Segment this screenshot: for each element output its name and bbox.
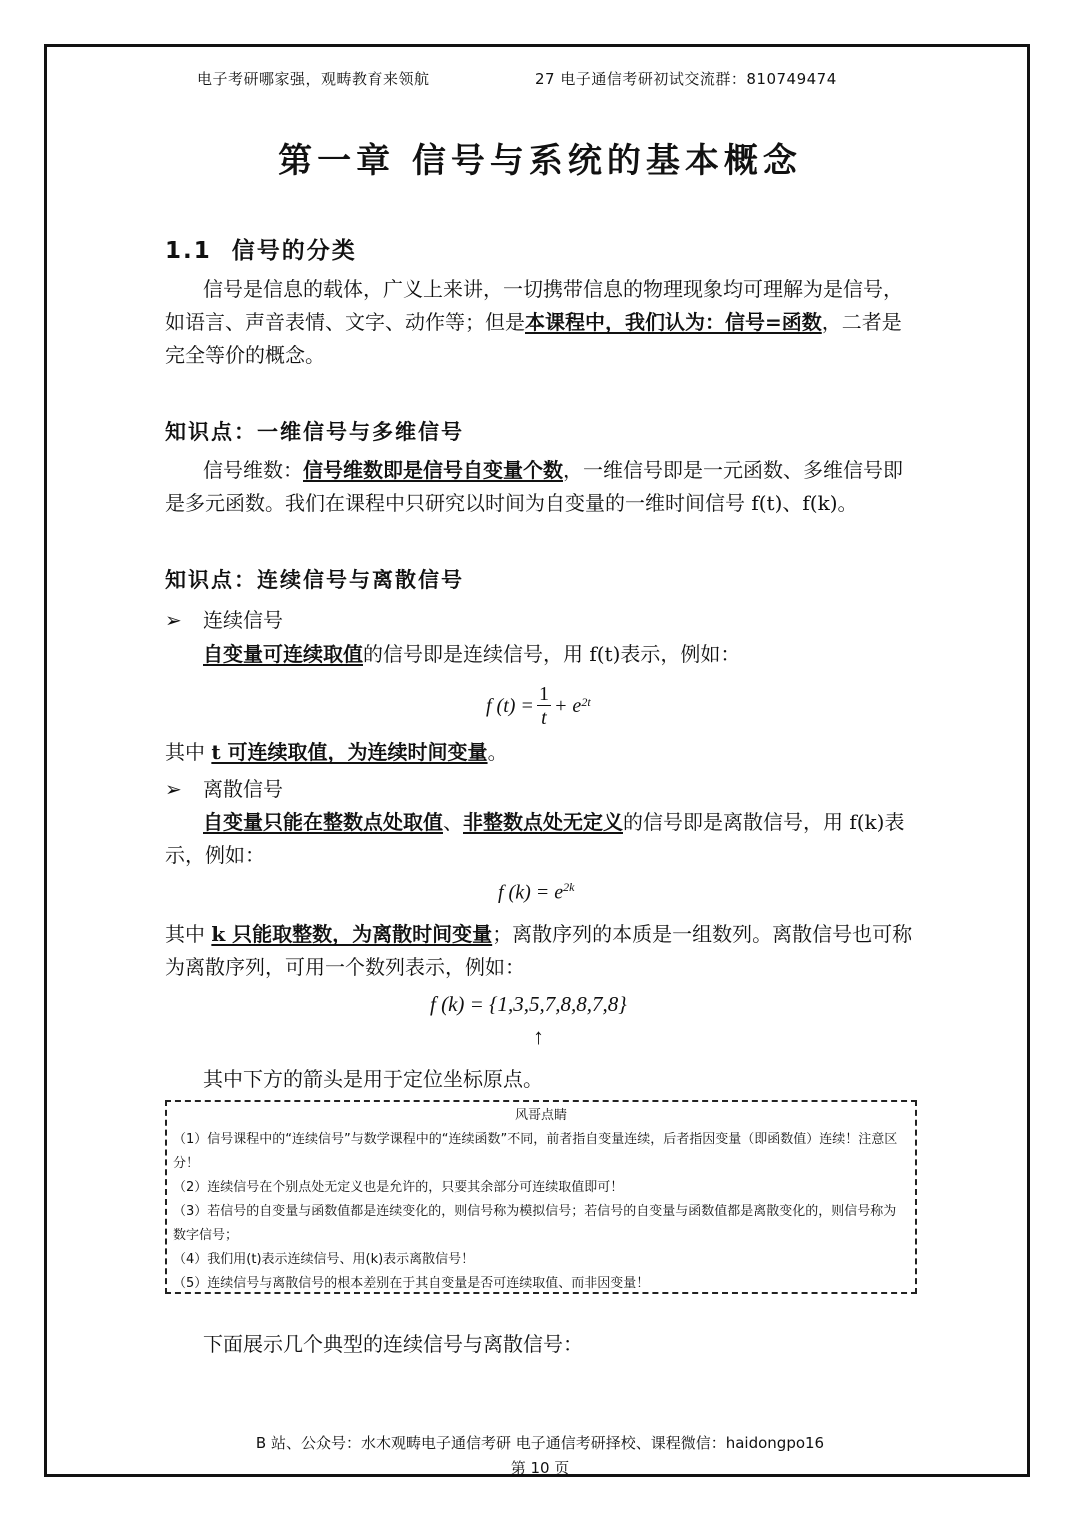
header-group-info: 27 电子通信考研初试交流群：810749474 (535, 70, 837, 88)
closing-sentence: 下面展示几个典型的连续信号与离散信号： (203, 1332, 583, 1356)
page-number: 第 10 页 (510, 1459, 570, 1477)
discrete-sep: 、 (443, 810, 463, 834)
origin-arrow-icon: ↑ (533, 1024, 544, 1049)
bullet-arrow-icon: ➢ (165, 777, 182, 801)
discrete-formula-base: f (k) = e (498, 881, 564, 904)
kp1-emphasis: 信号维数即是信号自变量个数 (303, 458, 563, 482)
discrete-emphasis-1: 自变量只能在整数点处取值 (203, 810, 443, 834)
continuous-bullet (165, 604, 283, 633)
discrete-emphasis-2: 非整数点处无定义 (463, 810, 623, 834)
formula-exponent: 2t (581, 694, 591, 709)
tip-box (165, 1100, 917, 1294)
formula-lhs: f (t) = (486, 694, 534, 717)
tip-line-3: （3）若信号的自变量与函数值都是连续变化的，则信号称为模拟信号；若信号的自变量与函数值都是离散变化的，则信号称为数字信号； (173, 1204, 897, 1243)
continuous-paragraph (203, 638, 917, 671)
formula-fraction (537, 683, 551, 730)
intro-emphasis: 本课程中，我们认为：信号=函数 (525, 310, 822, 334)
tip-line-1: （1）信号课程中的“连续信号”与数学课程中的“连续函数”不同，前者指自变量连续，后者指因变量（即函数值）连续！注意区分！ (173, 1132, 898, 1171)
continuous-emphasis: 自变量可连续取值 (203, 642, 363, 666)
discrete-paragraph (165, 806, 917, 872)
sequence-formula: f (k) = {1,3,5,7,8,8,7,8} (430, 992, 627, 1016)
discrete-note-lead: 其中 (165, 922, 212, 946)
footer-contact: B 站、公众号：水木观畴电子通信考研 电子通信考研择校、课程微信：haidongpo16 (255, 1434, 825, 1452)
section-heading (165, 232, 357, 265)
continuous-note-emphasis: t 可连续取值，为连续时间变量 (211, 740, 488, 764)
discrete-heading: 离散信号 (203, 777, 283, 801)
discrete-note-text: ；离散序列的本质是一组数列。离散信号也可称为离散序列，可用一个数列表示，例如： (165, 922, 913, 979)
fraction-numerator: 1 (538, 682, 549, 705)
continuous-note (165, 736, 917, 769)
arrow-note: 其中下方的箭头是用于定位坐标原点。 (203, 1067, 543, 1091)
header-slogan: 电子考研哪家强，观畴教育来领航 (197, 70, 430, 88)
kp1-heading: 知识点：一维信号与多维信号 (165, 420, 464, 444)
discrete-formula (498, 880, 574, 905)
fraction-denominator: t (541, 706, 547, 729)
kp1-text: ，一维信号即是一元函数、多维信号即是多元函数。我们在课程中只研究以时间为自变量的一维时间信号 f(t)、f(k)。 (165, 458, 903, 515)
continuous-note-end: 。 (487, 740, 508, 764)
discrete-text: 的信号即是离散信号，用 f(k)表示，例如： (165, 810, 905, 867)
continuous-heading: 连续信号 (203, 608, 283, 632)
continuous-formula (486, 678, 591, 734)
continuous-text: 的信号即是连续信号，用 f(t)表示，例如： (363, 642, 741, 666)
tip-line-2: （2）连续信号在个别点处无定义也是允许的，只要其余部分可连续取值即可！ (173, 1180, 624, 1195)
intro-paragraph (165, 273, 917, 372)
formula-exp-base: + e (553, 694, 582, 717)
chapter-title: 第一章 信号与系统的基本概念 (278, 141, 802, 181)
bullet-arrow-icon: ➢ (165, 608, 182, 632)
intro-text-end: ，二者是完全等价的概念。 (165, 310, 902, 367)
intro-text: 信号是信息的载体，广义上来讲，一切携带信息的物理现象均可理解为是信号，如语言、声音表情、文字、动作等；但是 (165, 277, 903, 334)
discrete-note-emphasis: k 只能取整数，为离散时间变量 (211, 922, 493, 946)
section-number: 1.1 (165, 238, 212, 264)
tip-line-4: （4）我们用(t)表示连续信号、用(k)表示离散信号！ (173, 1252, 475, 1267)
continuous-note-lead: 其中 (165, 740, 212, 764)
section-title: 信号的分类 (231, 238, 357, 264)
discrete-note (165, 918, 917, 984)
discrete-formula-exponent: 2k (563, 880, 575, 894)
kp2-heading: 知识点：连续信号与离散信号 (165, 568, 464, 592)
kp1-lead: 信号维数： (203, 458, 303, 482)
tip-box-title: 风哥点睛 (514, 1108, 567, 1123)
discrete-bullet (165, 773, 283, 802)
tip-line-5: （5）连续信号与离散信号的根本差别在于其自变量是否可连续取值、而非因变量！ (173, 1276, 650, 1291)
kp1-paragraph (165, 454, 917, 520)
